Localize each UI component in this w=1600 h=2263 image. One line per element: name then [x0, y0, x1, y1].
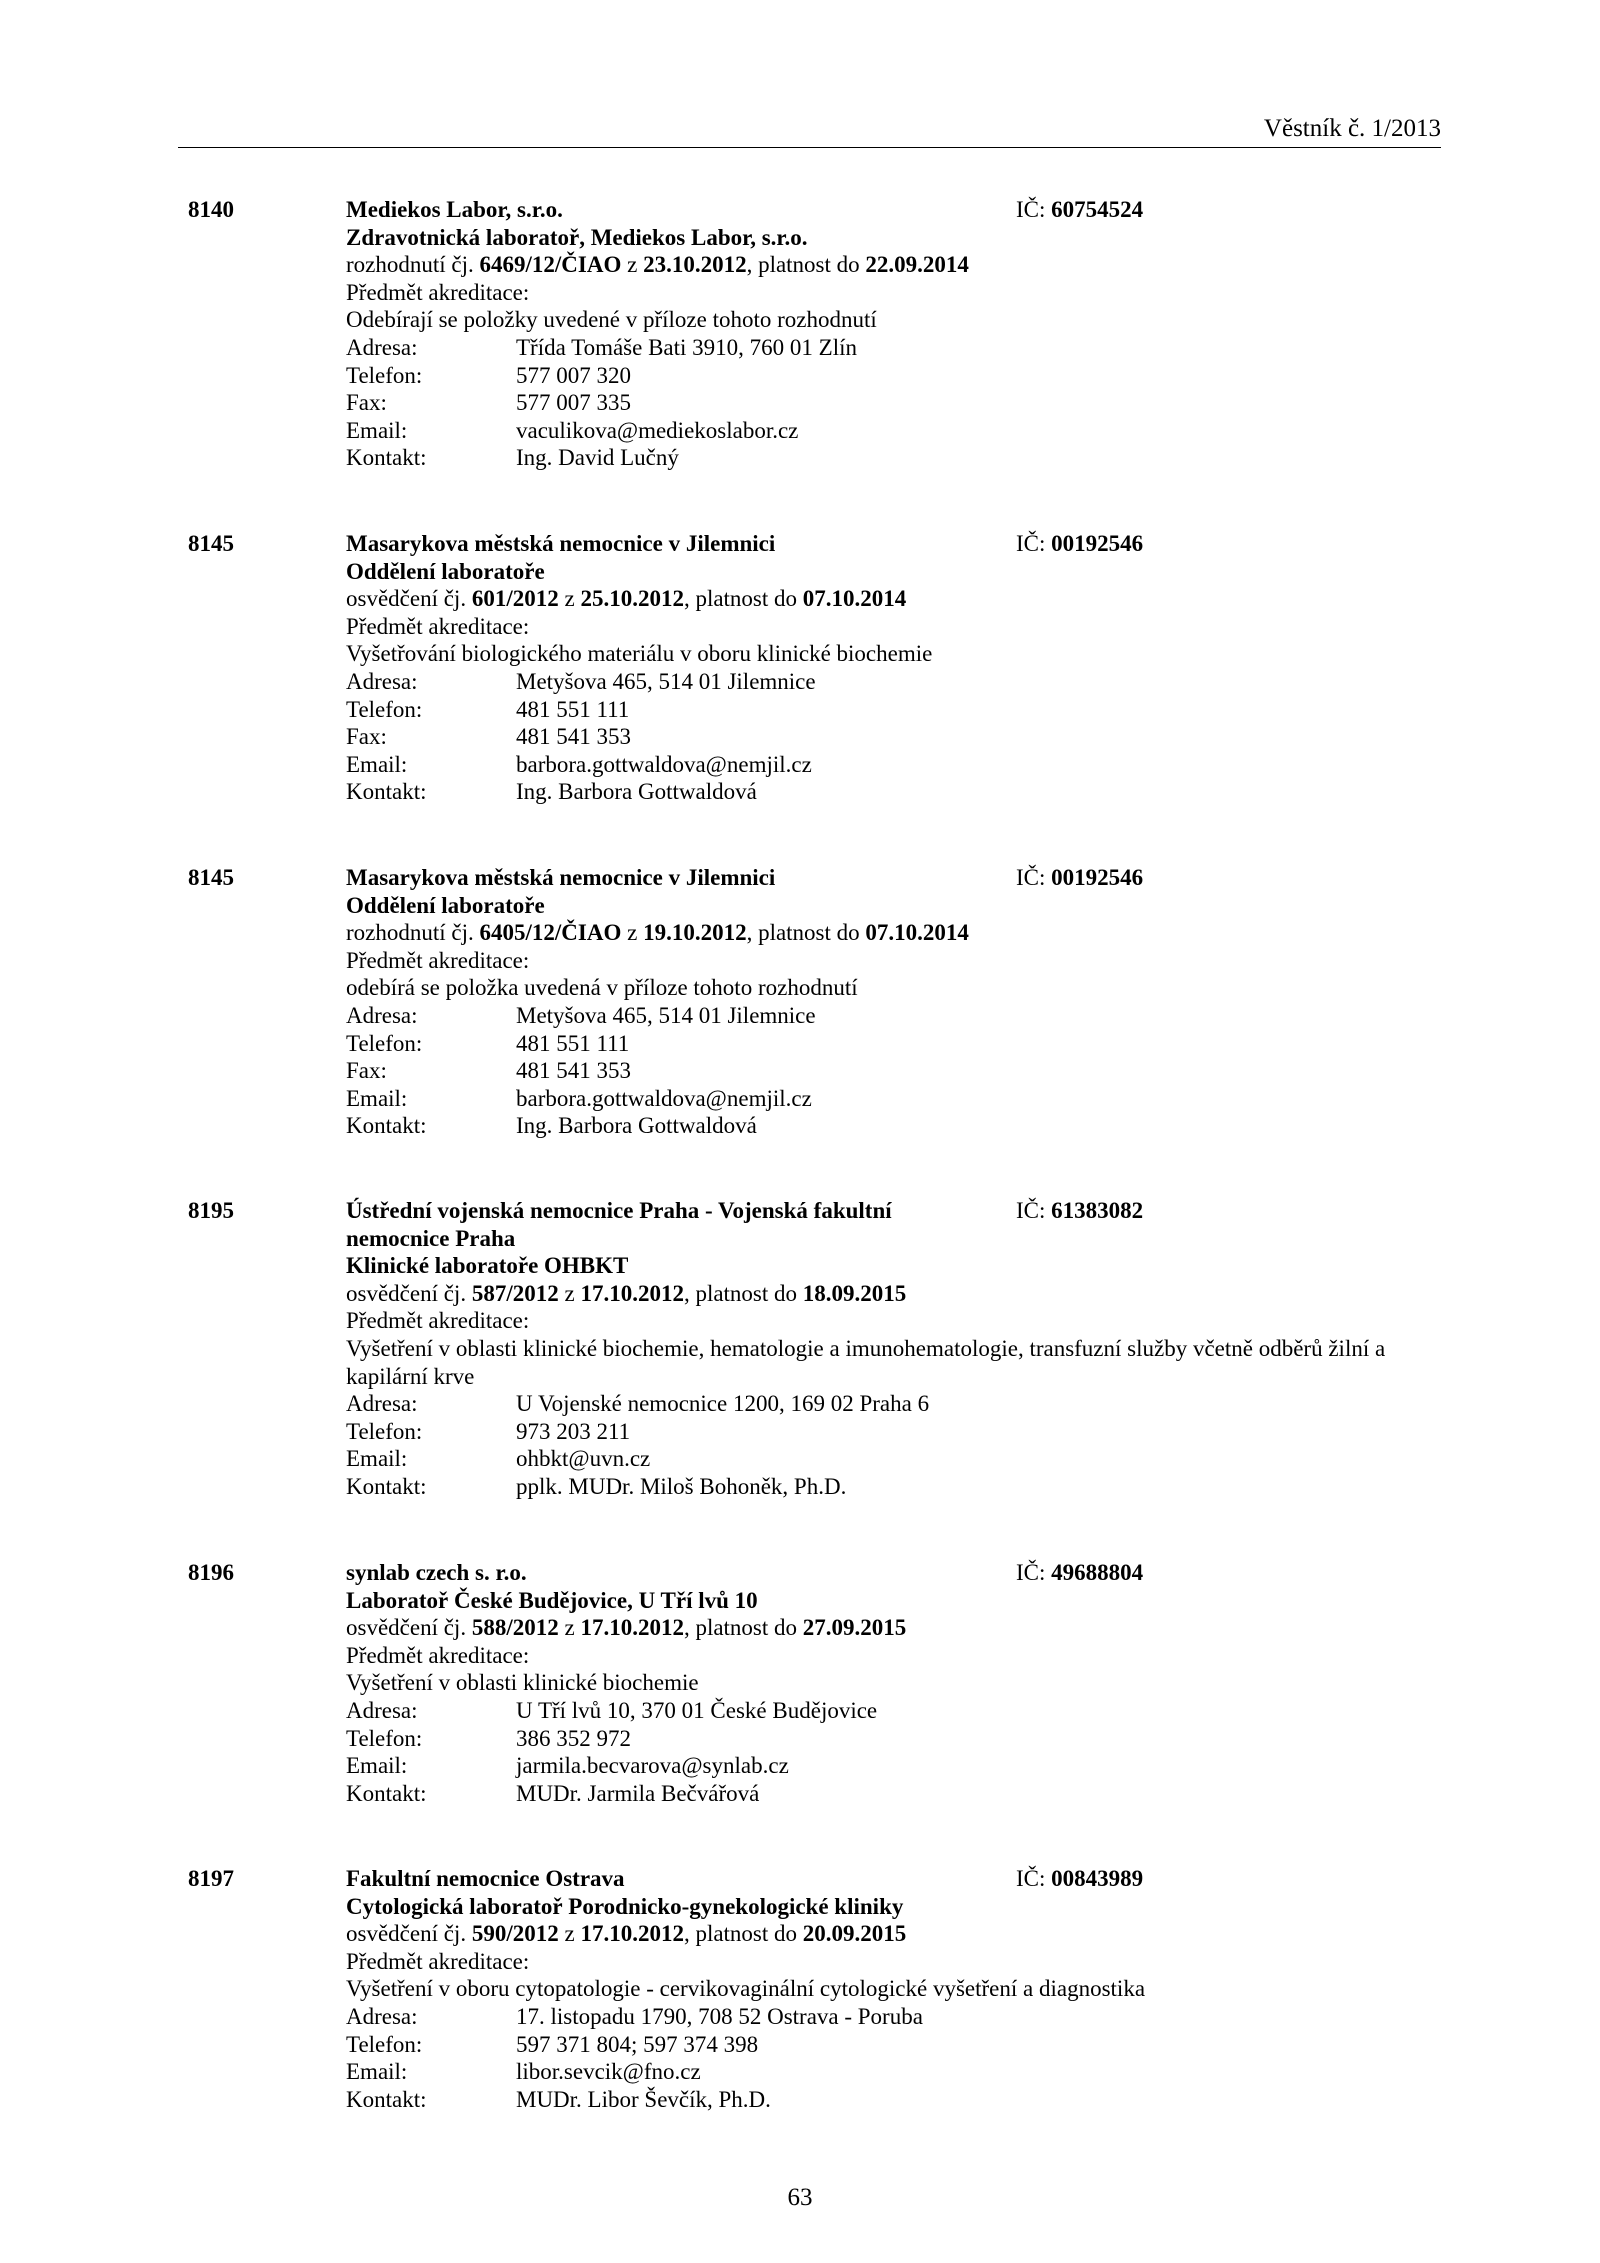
doc-type: osvědčení čj.: [346, 1921, 467, 1947]
contact-label: Kontakt:: [346, 1113, 427, 1139]
phone-row: [346, 1725, 1396, 1753]
contact-row: [346, 1780, 1396, 1808]
phone-value: 973 203 211: [516, 1418, 631, 1444]
address-value: 17. listopadu 1790, 708 52 Ostrava - Poruba: [516, 2003, 923, 2029]
doc-date: 17.10.2012: [580, 1280, 684, 1306]
contact-row: [346, 444, 1396, 472]
doc-type: rozhodnutí čj.: [346, 252, 474, 278]
subject-text: Odebírají se položky uvedené v příloze tohoto rozhodnutí: [346, 307, 877, 333]
laboratory-name: Cytologická laboratoř Porodnicko-gynekologické kliniky: [346, 1893, 904, 1919]
email-row: [346, 2058, 1396, 2086]
journal-title: Věstník č. 1/2013: [1263, 115, 1441, 142]
fax-row: [346, 723, 1396, 751]
valid-until: 20.09.2015: [802, 1921, 907, 1947]
email-row: [346, 751, 1396, 779]
address-row: [346, 334, 1396, 362]
organization-name: Masarykova městská nemocnice v Jilemnici: [346, 865, 776, 890]
address-row: [346, 2003, 1396, 2031]
email-label: Email:: [346, 1446, 408, 1472]
contact-value: MUDr. Libor Ševčík, Ph.D.: [516, 2086, 771, 2112]
email-label: Email:: [346, 2059, 408, 2085]
ic-value: 00192546: [1051, 531, 1144, 556]
email-value: jarmila.becvarova@synlab.cz: [516, 1753, 789, 1779]
subject-text: Vyšetřování biologického materiálu v oboru klinické biochemie: [346, 641, 933, 667]
subject-label: Předmět akreditace:: [346, 1642, 530, 1668]
organization-name: Mediekos Labor, s.r.o.: [346, 197, 563, 222]
doc-number: 6405/12/ČIAO: [479, 920, 622, 946]
phone-value: 481 551 111: [516, 1030, 630, 1056]
subject-label: Předmět akreditace:: [346, 1308, 530, 1334]
address-label: Adresa:: [346, 668, 418, 694]
contact-value: Ing. David Lučný: [516, 445, 679, 471]
doc-date-prefix: z: [564, 1280, 575, 1306]
address-row: [346, 1697, 1396, 1725]
email-label: Email:: [346, 1085, 408, 1111]
ic-label: IČ:: [1016, 1866, 1046, 1891]
laboratory-name: Laboratoř České Budějovice, U Tří lvů 10: [346, 1587, 758, 1613]
fax-label: Fax:: [346, 390, 387, 416]
subject-label: Předmět akreditace:: [346, 613, 530, 639]
phone-row: [346, 1418, 1396, 1446]
doc-date-prefix: z: [564, 1615, 575, 1641]
doc-type: rozhodnutí čj.: [346, 920, 474, 946]
address-label: Adresa:: [346, 1391, 418, 1417]
organization-name: Masarykova městská nemocnice v Jilemnici: [346, 531, 776, 556]
fax-value: 481 541 353: [516, 1058, 631, 1084]
phone-row: [346, 1030, 1396, 1058]
phone-row: [346, 2031, 1396, 2059]
doc-date-prefix: z: [627, 252, 638, 278]
subject-label: Předmět akreditace:: [346, 1948, 530, 1974]
entry-number: 8140: [188, 197, 234, 222]
address-label: Adresa:: [346, 2003, 418, 2029]
fax-label: Fax:: [346, 724, 387, 750]
doc-number: 601/2012: [471, 586, 559, 612]
ic-label: IČ:: [1016, 1198, 1046, 1223]
address-value: Metyšova 465, 514 01 Jilemnice: [516, 668, 816, 694]
contact-value: MUDr. Jarmila Bečvářová: [516, 1780, 760, 1806]
doc-number: 588/2012: [471, 1615, 559, 1641]
subject-text: odebírá se položka uvedená v příloze tohoto rozhodnutí: [346, 975, 858, 1001]
fax-value: 577 007 335: [516, 390, 631, 416]
valid-until: 07.10.2014: [865, 920, 969, 946]
doc-date: 17.10.2012: [580, 1921, 684, 1947]
doc-date-prefix: z: [564, 1921, 575, 1947]
organization-name: synlab czech s. r.o.: [346, 1560, 527, 1585]
subject-label: Předmět akreditace:: [346, 279, 530, 305]
address-row: [346, 1002, 1396, 1030]
entry-number: 8145: [188, 865, 234, 890]
email-value: barbora.gottwaldova@nemjil.cz: [516, 1085, 812, 1111]
email-label: Email:: [346, 1753, 408, 1779]
email-value: vaculikova@mediekoslabor.cz: [516, 417, 799, 443]
entry-number: 8197: [188, 1866, 234, 1891]
doc-date: 23.10.2012: [643, 252, 747, 278]
email-row: [346, 1752, 1396, 1780]
contact-row: [346, 2086, 1396, 2114]
contact-label: Kontakt:: [346, 2086, 427, 2112]
doc-date-prefix: z: [627, 920, 638, 946]
phone-value: 481 551 111: [516, 696, 630, 722]
phone-value: 577 007 320: [516, 362, 631, 388]
ic-label: IČ:: [1016, 531, 1046, 556]
address-row: [346, 1390, 1396, 1418]
phone-label: Telefon:: [346, 696, 423, 722]
phone-row: [346, 362, 1396, 390]
email-value: barbora.gottwaldova@nemjil.cz: [516, 751, 812, 777]
email-value: libor.sevcik@fno.cz: [516, 2059, 701, 2085]
phone-label: Telefon:: [346, 1030, 423, 1056]
laboratory-name: Klinické laboratoře OHBKT: [346, 1253, 629, 1279]
email-value: ohbkt@uvn.cz: [516, 1446, 651, 1472]
contact-row: [346, 1112, 1396, 1140]
contact-label: Kontakt:: [346, 1780, 427, 1806]
validity-label: , platnost do: [683, 1921, 798, 1947]
certificate-line: [346, 1280, 1396, 1308]
fax-row: [346, 1057, 1396, 1085]
subject-label: Předmět akreditace:: [346, 947, 530, 973]
doc-number: 6469/12/ČIAO: [479, 252, 622, 278]
contact-row: [346, 778, 1396, 806]
email-row: [346, 417, 1396, 445]
validity-label: , platnost do: [746, 252, 860, 278]
email-row: [346, 1445, 1396, 1473]
fax-row: [346, 389, 1396, 417]
contact-label: Kontakt:: [346, 1473, 427, 1499]
ic-label: IČ:: [1016, 197, 1046, 222]
doc-number: 587/2012: [471, 1280, 559, 1306]
certificate-line: [346, 1614, 1396, 1642]
email-label: Email:: [346, 417, 408, 443]
valid-until: 27.09.2015: [802, 1615, 907, 1641]
contact-value: Ing. Barbora Gottwaldová: [516, 779, 757, 805]
entry-number: 8195: [188, 1198, 234, 1223]
subject-text: Vyšetření v oblasti klinické biochemie: [346, 1670, 699, 1696]
ic-value: 00192546: [1051, 865, 1144, 890]
ic-value: 00843989: [1051, 1866, 1144, 1891]
phone-label: Telefon:: [346, 2031, 423, 2057]
laboratory-name: Oddělení laboratoře: [346, 558, 545, 584]
validity-label: , platnost do: [683, 1615, 798, 1641]
validity-label: , platnost do: [683, 1280, 798, 1306]
validity-label: , platnost do: [746, 920, 860, 946]
laboratory-name: Zdravotnická laboratoř, Mediekos Labor, s.r.o.: [346, 224, 808, 250]
organization-name: Ústřední vojenská nemocnice Praha - Vojenská fakultní nemocnice Praha: [346, 1198, 892, 1251]
doc-type: osvědčení čj.: [346, 1280, 467, 1306]
page-number: 63: [787, 2184, 813, 2211]
ic-value: 60754524: [1051, 197, 1144, 222]
validity-label: , platnost do: [683, 586, 798, 612]
entry-number: 8196: [188, 1560, 234, 1585]
ic-value: 49688804: [1051, 1560, 1144, 1585]
phone-value: 386 352 972: [516, 1725, 631, 1751]
phone-row: [346, 696, 1396, 724]
valid-until: 18.09.2015: [802, 1280, 907, 1306]
address-label: Adresa:: [346, 1697, 418, 1723]
subject-text: Vyšetření v oboru cytopatologie - cervikovaginální cytologické vyšetření a diagnostika: [346, 1976, 1146, 2002]
contact-label: Kontakt:: [346, 779, 427, 805]
phone-value: 597 371 804; 597 374 398: [516, 2031, 759, 2057]
laboratory-name: Oddělení laboratoře: [346, 892, 545, 918]
address-value: Třída Tomáše Bati 3910, 760 01 Zlín: [516, 334, 858, 360]
fax-label: Fax:: [346, 1058, 387, 1084]
page-header: [178, 112, 1441, 148]
contact-row: [346, 1473, 1396, 1501]
address-label: Adresa:: [346, 1002, 418, 1028]
doc-date: 25.10.2012: [580, 586, 684, 612]
valid-until: 22.09.2014: [865, 252, 969, 278]
address-row: [346, 668, 1396, 696]
contact-value: Ing. Barbora Gottwaldová: [516, 1113, 757, 1139]
certificate-line: [346, 919, 1396, 947]
fax-value: 481 541 353: [516, 724, 631, 750]
organization-name: Fakultní nemocnice Ostrava: [346, 1866, 625, 1891]
doc-type: osvědčení čj.: [346, 1615, 467, 1641]
phone-label: Telefon:: [346, 362, 423, 388]
email-label: Email:: [346, 751, 408, 777]
valid-until: 07.10.2014: [802, 586, 907, 612]
certificate-line: [346, 251, 1396, 279]
certificate-line: [346, 1920, 1396, 1948]
ic-label: IČ:: [1016, 865, 1046, 890]
address-label: Adresa:: [346, 334, 418, 360]
doc-date-prefix: z: [564, 586, 575, 612]
doc-type: osvědčení čj.: [346, 586, 467, 612]
address-value: U Vojenské nemocnice 1200, 169 02 Praha 6: [516, 1391, 930, 1417]
address-value: U Tří lvů 10, 370 01 České Budějovice: [516, 1697, 878, 1723]
doc-date: 17.10.2012: [580, 1615, 684, 1641]
doc-date: 19.10.2012: [643, 920, 747, 946]
certificate-line: [346, 585, 1396, 613]
contact-label: Kontakt:: [346, 445, 427, 471]
entry-number: 8145: [188, 531, 234, 556]
email-row: [346, 1085, 1396, 1113]
subject-text: Vyšetření v oblasti klinické biochemie, hematologie a imunohematologie, transfuzní služby včetně odběrů žilní a kapilární krve: [346, 1335, 1386, 1389]
contact-value: pplk. MUDr. Miloš Bohoněk, Ph.D.: [516, 1473, 847, 1499]
address-value: Metyšova 465, 514 01 Jilemnice: [516, 1002, 816, 1028]
ic-value: 61383082: [1051, 1198, 1144, 1223]
ic-label: IČ:: [1016, 1560, 1046, 1585]
phone-label: Telefon:: [346, 1725, 423, 1751]
doc-number: 590/2012: [471, 1921, 559, 1947]
phone-label: Telefon:: [346, 1418, 423, 1444]
